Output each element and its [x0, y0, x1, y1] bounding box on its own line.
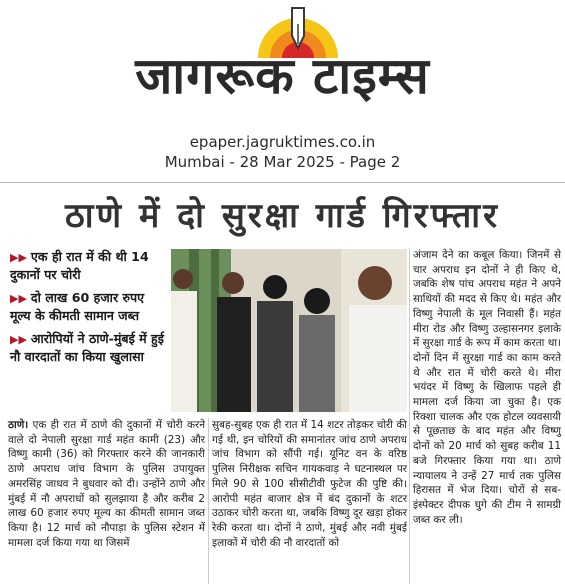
double-arrow-icon: ▶▶: [10, 251, 27, 264]
article-column-1: [8, 418, 205, 550]
highlight-text: दो लाख 60 हजार रुपए मूल्य के कीमती सामान जब्त: [10, 290, 145, 323]
double-arrow-icon: ▶▶: [10, 333, 27, 346]
article-column-2: [212, 418, 407, 550]
highlight-item: [8, 248, 166, 283]
highlights-box: [8, 248, 166, 371]
article-column-3: [413, 248, 561, 527]
highlight-item: [8, 289, 166, 324]
highlight-text: एक ही रात में की थी 14 दुकानों पर चोरी: [10, 249, 149, 282]
epaper-url[interactable]: epaper.jagruktimes.co.in: [189, 133, 376, 151]
article-headline: ठाणे में दो सुरक्षा गार्ड गिरफ्तार: [64, 196, 500, 236]
column-divider: [208, 418, 209, 584]
double-arrow-icon: ▶▶: [10, 292, 27, 305]
edition-date: Mumbai - 28 Mar 2025 - Page 2: [164, 153, 401, 171]
masthead: [0, 0, 565, 182]
dateline: ठाणे।: [8, 419, 29, 431]
highlight-text: आरोपियों ने ठाणे-मुंबई में हुई नौ वारदातों का किया खुलासा: [10, 331, 164, 364]
arrest-photo: [171, 249, 407, 412]
column-divider: [409, 248, 410, 584]
masthead-logo: जागरूक टाइम्स: [135, 47, 430, 105]
highlight-item: [8, 330, 166, 365]
article-text: सुबह-सुबह एक ही रात में 14 शटर तोड़कर चोरी की गई थी, इन चोरियों की समानांतर जांच ठाणे अपराध जांच विभाग को सौंपी गई। यूनिट वन के वरिष्ठ पुलिस निरीक्षक सचिन गायकवाड़ ने घटनास्थल पर मिले 90 से 100 सीसीटीवी फुटेज की पुष्टि की। आरोपी महंत बाजार क्षेत्र में बंद दुकानों के शटर उठाकर चोरी करता था, जबकि विष्णु दूर खड़ा होकर रेकी करता था। दोनों ने ठाणे, मुंबई और नवी मुंबई इलाकों में चोरी की नौ वारदातों को: [212, 419, 407, 549]
divider: [0, 182, 565, 183]
article-text: एक ही रात में ठाणे की दुकानों में चोरी करने वाले दो नेपाली सुरक्षा गार्ड महंत कामी (23) और विष्णु कामी (36) को गिरफ्तार करने की जानकारी ठाणे अपराध जांच विभाग के पुलिस उपायुक्त अमरसिंह जाधव ने बुधवार को दी। उन्होंने ठाणे और मुंबई में नौ अपराधों को सुलझाया है और करीब 2 लाख 60 हजार रुपए मूल्य का कीमती सामान जब्त किया है। 12 मार्च को नौपाड़ा के पुलिस स्टेशन में मामला दर्ज किया गया था जिसमें: [8, 419, 205, 549]
article-text: अंजाम देने का कबूल किया। जिनमें से चार अपराध इन दोनों ने ही किए थे, जबकि शेष पांच अपराध महंत ने अपने साथियों की मदद से किए थे। महंत और विष्णु नेपाली के मूल निवासी हैं। महंत मीरा रोड और विष्णु उल्हासनगर इलाके में सुरक्षा गार्ड के रूप में काम करता था। दोनों दिन में सुरक्षा गार्ड का काम करते थे और रात में चोरी करते थे। मीरा भयंदर में विष्णु के खिलाफ पहले ही मामला दर्ज किया जा चुका है। एक रिक्शा चालक और एक होटल व्यवसायी से पूछताछ के बाद महंत और विष्णु दोनों को 20 मार्च को सुबह करीब 11 बजे गिरफ्तार किया गया था। ठाणे न्यायालय ने उन्हें 27 मार्च तक पुलिस हिरासत में भेज दिया। चोरों से सब-इंस्पेक्टर दीपक घुगे की टीम ने सामग्री जब्त कर ली।: [413, 249, 561, 526]
